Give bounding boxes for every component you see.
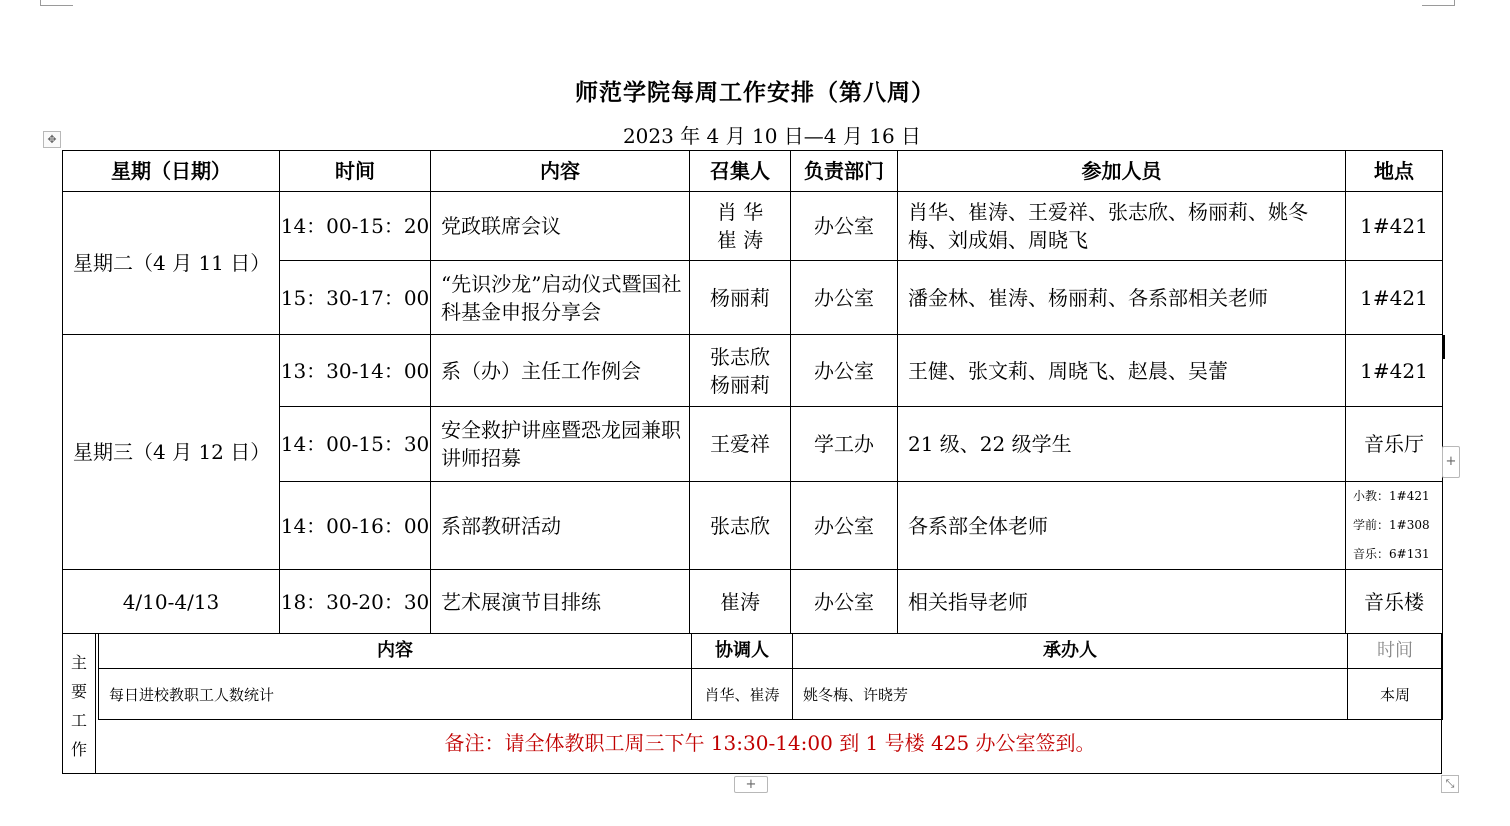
time-cell: 14：00-15：20 bbox=[280, 192, 431, 261]
department-cell: 学工办 bbox=[791, 407, 898, 482]
document-title: 师范学院每周工作安排（第八周） bbox=[575, 79, 935, 106]
department-cell: 办公室 bbox=[791, 570, 898, 634]
department-cell: 办公室 bbox=[791, 192, 898, 261]
participants-cell: 相关指导老师 bbox=[898, 570, 1346, 634]
time-cell: 14：00-16：00 bbox=[280, 482, 431, 570]
table-row bbox=[63, 570, 1443, 634]
convener-cell: 肖 华 崔 涛 bbox=[690, 192, 791, 261]
text-cursor bbox=[1443, 335, 1445, 359]
main-work-section bbox=[62, 633, 1442, 774]
content-cell: 党政联席会议 bbox=[431, 192, 690, 261]
time-cell: 15：30-17：00 bbox=[280, 261, 431, 335]
convener-cell: 张志欣 杨丽莉 bbox=[690, 335, 791, 407]
main-work-label: 主 要 工 作 bbox=[63, 633, 96, 773]
participants-cell: 21 级、22 级学生 bbox=[898, 407, 1346, 482]
main-work-content-cell: 每日进校教职工人数统计 bbox=[99, 669, 692, 720]
participants-cell: 各系部全体老师 bbox=[898, 482, 1346, 570]
convener-cell: 崔涛 bbox=[690, 570, 791, 634]
header-convener: 召集人 bbox=[690, 151, 791, 192]
content-cell: 系部教研活动 bbox=[431, 482, 690, 570]
add-row-icon[interactable]: + bbox=[734, 776, 768, 793]
header-time: 时间 bbox=[280, 151, 431, 192]
time-cell: 18：30-20：30 bbox=[280, 570, 431, 634]
department-cell: 办公室 bbox=[791, 261, 898, 335]
venue-cell: 音乐厅 bbox=[1346, 407, 1443, 482]
department-cell: 办公室 bbox=[791, 335, 898, 407]
add-column-icon[interactable]: + bbox=[1442, 446, 1460, 478]
main-work-header-row bbox=[99, 634, 1443, 669]
day-cell: 4/10-4/13 bbox=[63, 570, 280, 634]
convener-cell: 杨丽莉 bbox=[690, 261, 791, 335]
venue-cell: 1#421 bbox=[1346, 335, 1443, 407]
time-cell: 13：30-14：00 bbox=[280, 335, 431, 407]
convener-cell: 王爱祥 bbox=[690, 407, 791, 482]
content-cell: 艺术展演节目排练 bbox=[431, 570, 690, 634]
venue-cell: 音乐楼 bbox=[1346, 570, 1443, 634]
main-work-table bbox=[98, 633, 1443, 720]
day-cell: 星期二（4 月 11 日） bbox=[63, 192, 280, 335]
department-cell: 办公室 bbox=[791, 482, 898, 570]
main-work-time-cell: 本周 bbox=[1348, 669, 1443, 720]
convener-cell: 张志欣 bbox=[690, 482, 791, 570]
header-department: 负责部门 bbox=[791, 151, 898, 192]
participants-cell: 潘金林、崔涛、杨丽莉、各系部相关老师 bbox=[898, 261, 1346, 335]
remark-note: 备注：请全体教职工周三下午 13:30-14:00 到 1 号楼 425 办公室签到。 bbox=[444, 731, 1096, 755]
header-content: 内容 bbox=[431, 151, 690, 192]
table-row bbox=[63, 192, 1443, 261]
header-venue: 地点 bbox=[1346, 151, 1443, 192]
main-work-coordinator-cell: 肖华、崔涛 bbox=[692, 669, 793, 720]
main-work-header-coordinator: 协调人 bbox=[692, 634, 793, 669]
time-cell: 14：00-15：30 bbox=[280, 407, 431, 482]
date-range: 2023 年 4 月 10 日—4 月 16 日 bbox=[622, 124, 922, 148]
content-cell: 系（办）主任工作例会 bbox=[431, 335, 690, 407]
page-corner-mark-left bbox=[40, 0, 73, 6]
table-move-handle-icon[interactable]: ✥ bbox=[43, 131, 61, 148]
participants-cell: 王健、张文莉、周晓飞、赵晨、吴蕾 bbox=[898, 335, 1346, 407]
content-cell: “先识沙龙”启动仪式暨国社科基金申报分享会 bbox=[431, 261, 690, 335]
table-row bbox=[63, 335, 1443, 407]
main-work-header-organizer: 承办人 bbox=[793, 634, 1348, 669]
main-work-organizer-cell: 姚冬梅、许晓芳 bbox=[793, 669, 1348, 720]
venue-cell: 1#421 bbox=[1346, 261, 1443, 335]
header-participants: 参加人员 bbox=[898, 151, 1346, 192]
content-cell: 安全救护讲座暨恐龙园兼职讲师招募 bbox=[431, 407, 690, 482]
table-resize-handle-icon[interactable]: ⤡ bbox=[1441, 775, 1459, 793]
participants-cell: 肖华、崔涛、王爱祥、张志欣、杨丽莉、姚冬梅、刘成娟、周晓飞 bbox=[898, 192, 1346, 261]
page-corner-mark-right bbox=[1422, 0, 1455, 6]
schedule-table bbox=[62, 150, 1443, 634]
main-work-header-content: 内容 bbox=[99, 634, 692, 669]
venue-cell: 1#421 bbox=[1346, 192, 1443, 261]
schedule-header-row bbox=[63, 151, 1443, 192]
main-work-header-time: 时间 bbox=[1348, 634, 1443, 669]
venue-cell: 小教：1#421 学前：1#308 音乐：6#131 bbox=[1346, 482, 1443, 570]
header-day: 星期（日期） bbox=[63, 151, 280, 192]
day-cell: 星期三（4 月 12 日） bbox=[63, 335, 280, 570]
